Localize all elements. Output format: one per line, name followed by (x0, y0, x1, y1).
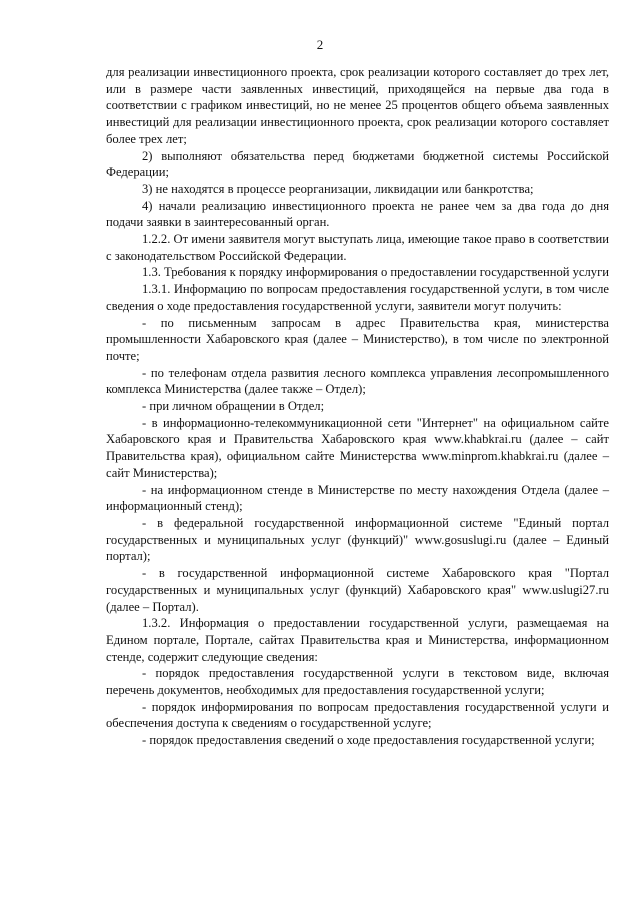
list-item-personal-visit: - при личном обращении в Отдел; (142, 399, 325, 414)
list-item-unified-portal: - в федеральной государственной информационной системе "Единый портал государственных и муниципальных услуг (функций)" www.gosuslugi.ru (далее – Единый портал); (106, 515, 609, 564)
paragraph-continuation: для реализации инвестиционного проекта, срок реализации которого составляет до трех лет, или в размере части заявленных инвестиций, приходящейся на первые два года в соответствии с графиком инвестиций, но не менее 25 процентов общего объема заявленных инвестиций для реализации инвестиционного проекта, срок реализации которого составляет более трех лет; (106, 65, 609, 146)
paragraph-1-3-1: 1.3.1. Информацию по вопросам предоставления государственной услуги, в том числе сведения о ходе предоставления государственной услуги, заявители могут получить: (106, 282, 609, 313)
list-item-written-requests: - по письменным запросам в адрес Правительства края, министерства промышленности Хабаровского края (далее – Министерство), в том числе по электронной почте; (106, 315, 609, 363)
list-item-phone: - по телефонам отдела развития лесного комплекса управления лесопромышленного комплекса Министерства (далее также – Отдел); (106, 365, 609, 397)
list-item-procedure: - порядок предоставления государственной услуги в текстовом виде, включая перечень документов, необходимых для предоставления государственной услуги; (106, 666, 609, 698)
paragraph-1-3-2: 1.3.2. Информация о предоставлении государственной услуги, размещаемая на Едином портале, Портале, сайтах Правительства края и Министерства, информационном стенде, содержит следующие сведения: (106, 616, 609, 664)
list-item-regional-portal: - в государственной информационной системе Хабаровского края "Портал государственных и муниципальных услуг (функций) Хабаровского края" www.uslugi27.ru (далее – Портал). (106, 566, 609, 614)
list-item-info-stand: - на информационном стенде в Министерстве по месту нахождения Отдела (далее – информационный стенд); (106, 482, 609, 514)
list-item-internet-sites: - в информационно-телекоммуникационной сети "Интернет" на официальном сайте Хабаровского края и Правительства Хабаровского края www.khabkrai.ru (далее – сайт Правительства края), официальном сайте Министерства www.minprom.khabkrai.ru (далее – сайт Министерства); (106, 415, 609, 480)
document-body (106, 64, 609, 749)
paragraph-item-3: 3) не находятся в процессе реорганизации, ликвидации или банкротства; (142, 181, 534, 196)
paragraph-item-4: 4) начали реализацию инвестиционного проекта не ранее чем за два года до дня подачи заявки в заинтересованный орган. (106, 198, 609, 230)
page-number: 2 (316, 37, 324, 52)
paragraph-item-2: 2) выполняют обязательства перед бюджетами бюджетной системы Российской Федерации; (106, 148, 609, 180)
paragraph-1-2-2: 1.2.2. От имени заявителя могут выступать лица, имеющие такое право в соответствии с законодательством Российской Федерации. (106, 232, 609, 263)
section-heading-1-3: 1.3. Требования к порядку информирования о предоставлении государственной услуги (142, 265, 610, 280)
list-item-informing-procedure: - порядок информирования по вопросам предоставления государственной услуги и обеспечения доступа к сведениям о государственной услуге; (106, 699, 609, 731)
list-item-status-procedure: - порядок предоставления сведений о ходе предоставления государственной услуги; (142, 733, 595, 748)
